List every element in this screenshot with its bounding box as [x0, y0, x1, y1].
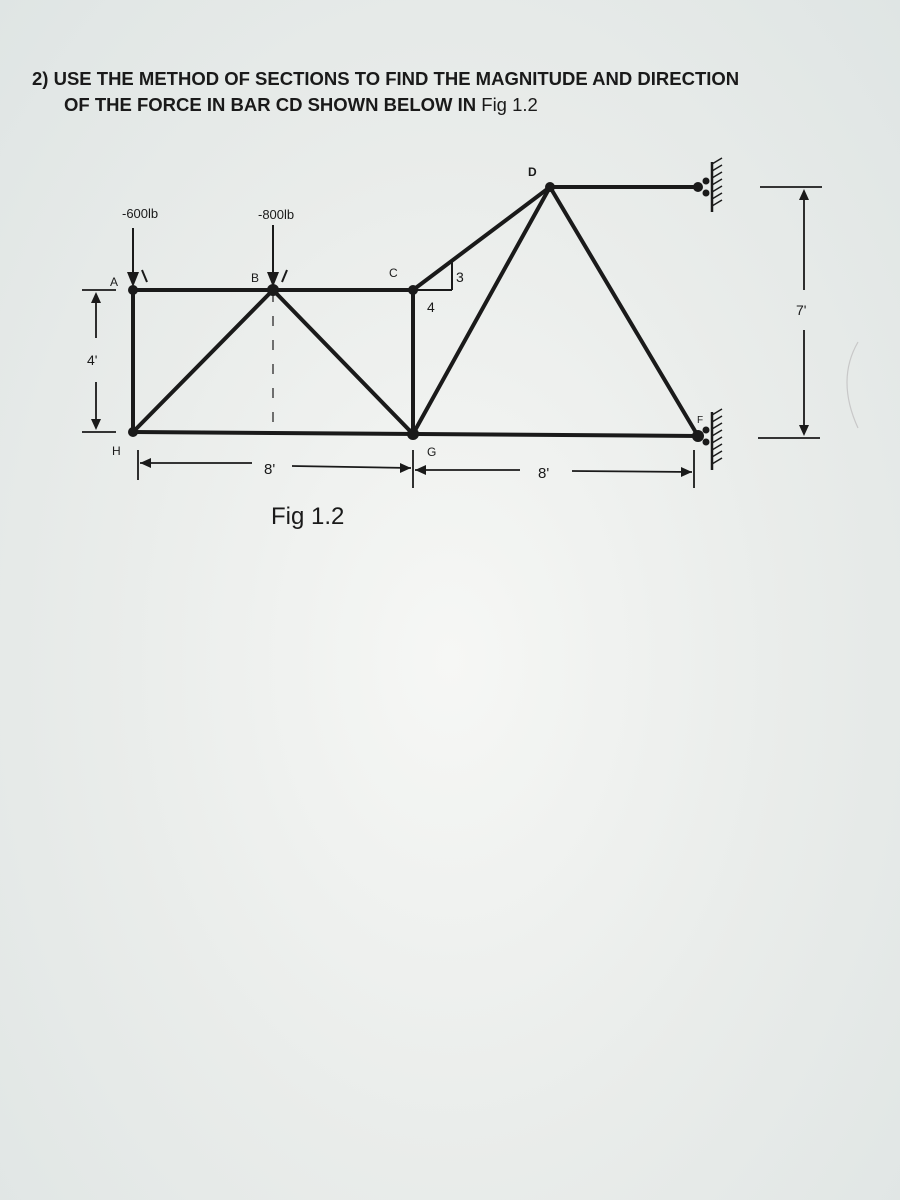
- support-f-wall: [703, 409, 723, 470]
- node-label-b: B: [251, 271, 260, 285]
- dimension-label-span-gf: 8': [538, 465, 550, 482]
- member-df: [550, 187, 698, 436]
- load-arrowhead-a: [127, 272, 139, 287]
- support-d-wall: [703, 158, 723, 212]
- load-label-b: -800lb: [258, 207, 295, 222]
- dimension-spans: [138, 450, 694, 488]
- dimension-label-right-height: 7': [796, 302, 807, 318]
- node-label-c: C: [389, 266, 398, 280]
- joint-g: [407, 428, 419, 440]
- problem-line-1: 2) USE THE METHOD OF SECTIONS TO FIND THE MAGNITUDE AND DIRECTION: [32, 68, 740, 89]
- joint-d-pin: [693, 182, 703, 192]
- member-cd: [413, 187, 550, 290]
- load-arrow-a-mark: [142, 270, 147, 282]
- node-label-h: H: [112, 444, 121, 458]
- load-arrows: [127, 225, 287, 287]
- joints: [128, 182, 704, 442]
- truss-members: [133, 187, 698, 436]
- joint-d: [545, 182, 555, 192]
- slope-label-run: 4: [427, 299, 435, 315]
- pencil-mark: [847, 342, 858, 428]
- load-label-a: -600lb: [122, 206, 159, 221]
- figure-caption: Fig 1.2: [271, 503, 345, 530]
- member-bg: [273, 290, 413, 434]
- node-label-g: G: [427, 445, 437, 459]
- member-hb: [133, 290, 273, 432]
- problem-line-2-text: OF THE FORCE IN BAR CD SHOWN BELOW IN: [64, 94, 477, 115]
- dimension-label-left-height: 4': [87, 352, 98, 368]
- dimension-right-height: [758, 187, 822, 438]
- joint-h: [128, 427, 138, 437]
- load-arrowhead-b: [267, 272, 279, 287]
- joint-f: [692, 430, 704, 442]
- figure-reference: Fig 1.2: [481, 94, 538, 115]
- node-label-d: D: [528, 165, 537, 179]
- dimension-label-span-hg: 8': [264, 461, 276, 478]
- node-label-f: F: [697, 415, 704, 426]
- load-arrow-b-mark: [282, 270, 287, 282]
- slope-label-rise: 3: [456, 269, 464, 285]
- node-label-a: A: [110, 275, 119, 289]
